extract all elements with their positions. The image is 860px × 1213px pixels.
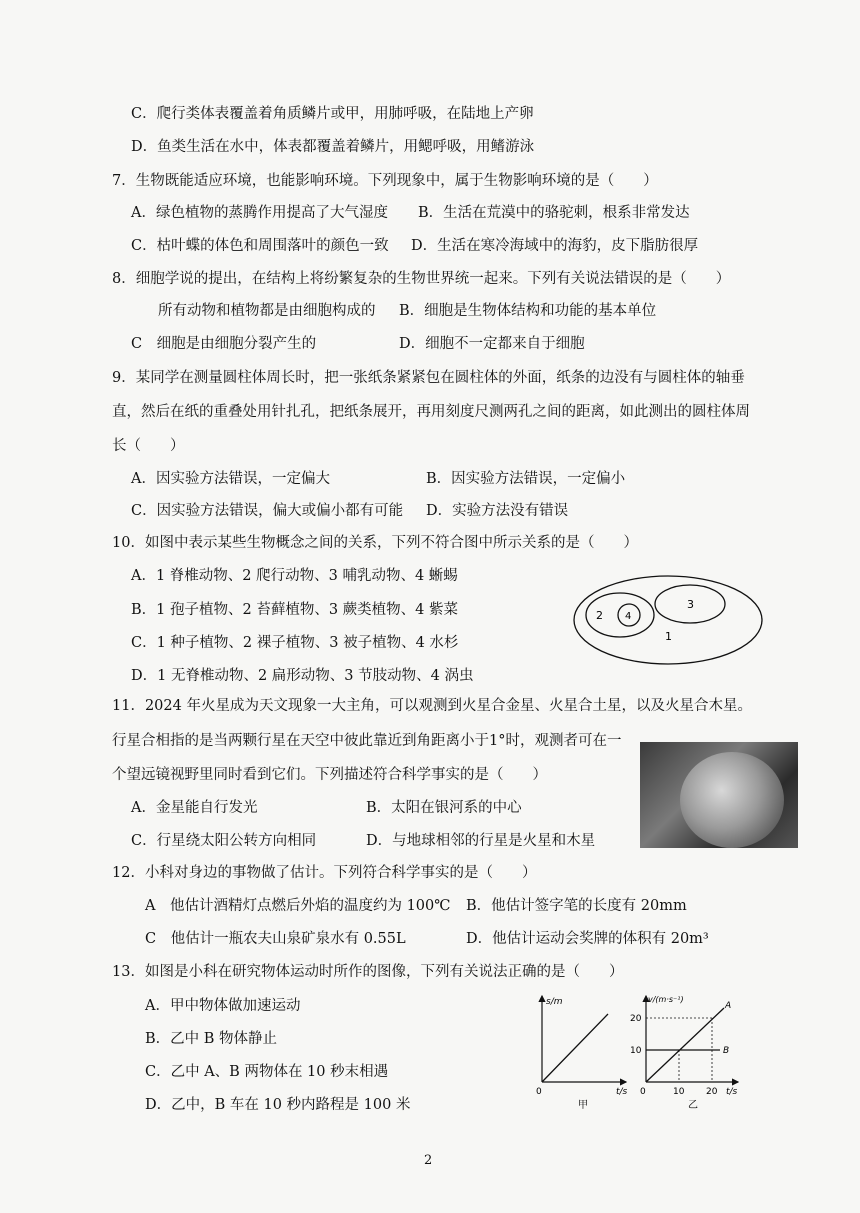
q6-option-d: D．鱼类生活在水中，体表都覆盖着鳞片，用鳃呼吸，用鳍游泳 bbox=[131, 139, 535, 155]
q9-option-d: D．实验方法没有错误 bbox=[426, 503, 569, 519]
q11-option-a: A．金星能自行发光 bbox=[131, 800, 258, 816]
q8-option-c: C 细胞是由细胞分裂产生的 bbox=[131, 336, 317, 352]
q13-option-a: A．甲中物体做加速运动 bbox=[145, 998, 301, 1014]
q11-line2: 行星合相指的是当两颗行星在天空中彼此靠近到角距离小于1°时，观测者可在一 bbox=[112, 733, 622, 749]
planet-image bbox=[680, 752, 784, 848]
q11-option-d: D．与地球相邻的行星是火星和木星 bbox=[366, 833, 596, 849]
q7-option-d: D．生活在寒冷海域中的海豹，皮下脂肪很厚 bbox=[411, 238, 699, 254]
yi-tick-y10: 10 bbox=[630, 1046, 642, 1056]
q10-stem: 10．如图中表示某些生物概念之间的关系，下列不符合图中所示关系的是（ ） bbox=[112, 535, 638, 551]
q7-option-a: A．绿色植物的蒸腾作用提高了大气湿度 bbox=[131, 205, 388, 221]
jia-caption: 甲 bbox=[578, 1100, 588, 1110]
yi-origin: 0 bbox=[640, 1087, 646, 1097]
q13-option-c: C．乙中 A、B 两物体在 10 秒末相遇 bbox=[145, 1064, 389, 1080]
q12-option-b: B．他估计签字笔的长度有 20mm bbox=[466, 898, 687, 914]
yi-tick-x10: 10 bbox=[673, 1087, 685, 1097]
yi-tick-y20: 20 bbox=[630, 1014, 642, 1024]
q13-option-d: D．乙中，B 车在 10 秒内路程是 100 米 bbox=[145, 1097, 411, 1113]
q12-option-c: C 他估计一瓶农夫山泉矿泉水有 0.55L bbox=[145, 931, 406, 947]
planet-conjunction-photo bbox=[640, 742, 798, 848]
jia-xlabel: t/s bbox=[616, 1087, 628, 1097]
venn-label-1: 1 bbox=[665, 630, 672, 643]
yi-label-b: B bbox=[723, 1046, 730, 1056]
page-number: 2 bbox=[424, 1153, 433, 1168]
yi-tick-x20: 20 bbox=[706, 1087, 718, 1097]
q6-option-c: C．爬行类体表覆盖着角质鳞片或甲，用肺呼吸，在陆地上产卵 bbox=[131, 106, 534, 122]
yi-ylabel: v/(m·s⁻¹) bbox=[648, 995, 684, 1004]
q9-option-b: B．因实验方法错误，一定偏小 bbox=[426, 471, 626, 487]
q12-option-d: D．他估计运动会奖牌的体积有 20m³ bbox=[466, 931, 709, 947]
q8-option-b: B．细胞是生物体结构和功能的基本单位 bbox=[399, 303, 657, 319]
yi-caption: 乙 bbox=[688, 1100, 698, 1110]
yi-xlabel: t/s bbox=[726, 1087, 738, 1097]
q10-venn-diagram bbox=[568, 570, 768, 670]
q11-line1: 11．2024 年火星成为天文现象一大主角，可以观测到火星合金星、火星合土星，以及火星合木星。 bbox=[112, 698, 752, 714]
graph-yi bbox=[628, 990, 744, 1110]
q9-option-a: A．因实验方法错误，一定偏大 bbox=[131, 471, 330, 487]
q8-stem: 8．细胞学说的提出，在结构上将纷繁复杂的生物世界统一起来。下列有关说法错误的是（ ） bbox=[112, 271, 731, 287]
q7-stem: 7．生物既能适应环境，也能影响环境。下列现象中，属于生物影响环境的是（ ） bbox=[112, 173, 658, 189]
q9-line1: 9．某同学在测量圆柱体周长时，把一张纸条紧紧包在圆柱体的外面，纸条的边没有与圆柱体的轴垂 bbox=[112, 370, 745, 386]
q11-line3: 个望远镜视野里同时看到它们。下列描述符合科学事实的是（ ） bbox=[112, 767, 547, 783]
graph-jia bbox=[528, 990, 632, 1110]
q8-option-a: 所有动物和植物都是由细胞构成的 bbox=[158, 303, 376, 319]
venn-label-4: 4 bbox=[625, 611, 632, 622]
q9-line2: 直，然后在纸的重叠处用针扎孔，把纸条展开，再用刻度尺测两孔之间的距离，如此测出的圆柱体周 bbox=[112, 404, 750, 420]
q11-option-b: B．太阳在银河系的中心 bbox=[366, 800, 522, 816]
jia-ylabel: s/m bbox=[546, 997, 563, 1007]
q10-option-c: C．1 种子植物、2 裸子植物、3 被子植物、4 水杉 bbox=[131, 635, 459, 651]
q7-option-c: C．枯叶蝶的体色和周围落叶的颜色一致 bbox=[131, 238, 389, 254]
q12-stem: 12．小科对身边的事物做了估计。下列符合科学事实的是（ ） bbox=[112, 865, 537, 881]
jia-line bbox=[542, 1014, 608, 1082]
venn-label-2: 2 bbox=[596, 609, 603, 622]
q13-stem: 13．如图是小科在研究物体运动时所作的图像，下列有关说法正确的是（ ） bbox=[112, 964, 624, 980]
jia-origin: 0 bbox=[536, 1087, 542, 1097]
q7-option-b: B．生活在荒漠中的骆驼刺，根系非常发达 bbox=[418, 205, 690, 221]
q10-option-a: A．1 脊椎动物、2 爬行动物、3 哺乳动物、4 蜥蜴 bbox=[131, 568, 458, 584]
venn-label-3: 3 bbox=[687, 598, 694, 611]
q12-option-a: A 他估计酒精灯点燃后外焰的温度约为 100℃ bbox=[145, 898, 451, 914]
q13-option-b: B．乙中 B 物体静止 bbox=[145, 1031, 278, 1047]
q9-line3: 长（ ） bbox=[112, 438, 185, 454]
q10-option-d: D．1 无脊椎动物、2 扁形动物、3 节肢动物、4 涡虫 bbox=[131, 668, 474, 684]
q8-option-d: D．细胞不一定都来自于细胞 bbox=[399, 336, 585, 352]
q10-option-b: B．1 孢子植物、2 苔藓植物、3 蕨类植物、4 紫菜 bbox=[131, 602, 458, 618]
yi-label-a: A bbox=[725, 1001, 732, 1011]
q11-option-c: C．行星绕太阳公转方向相同 bbox=[131, 833, 317, 849]
q9-option-c: C．因实验方法错误，偏大或偏小都有可能 bbox=[131, 503, 404, 519]
